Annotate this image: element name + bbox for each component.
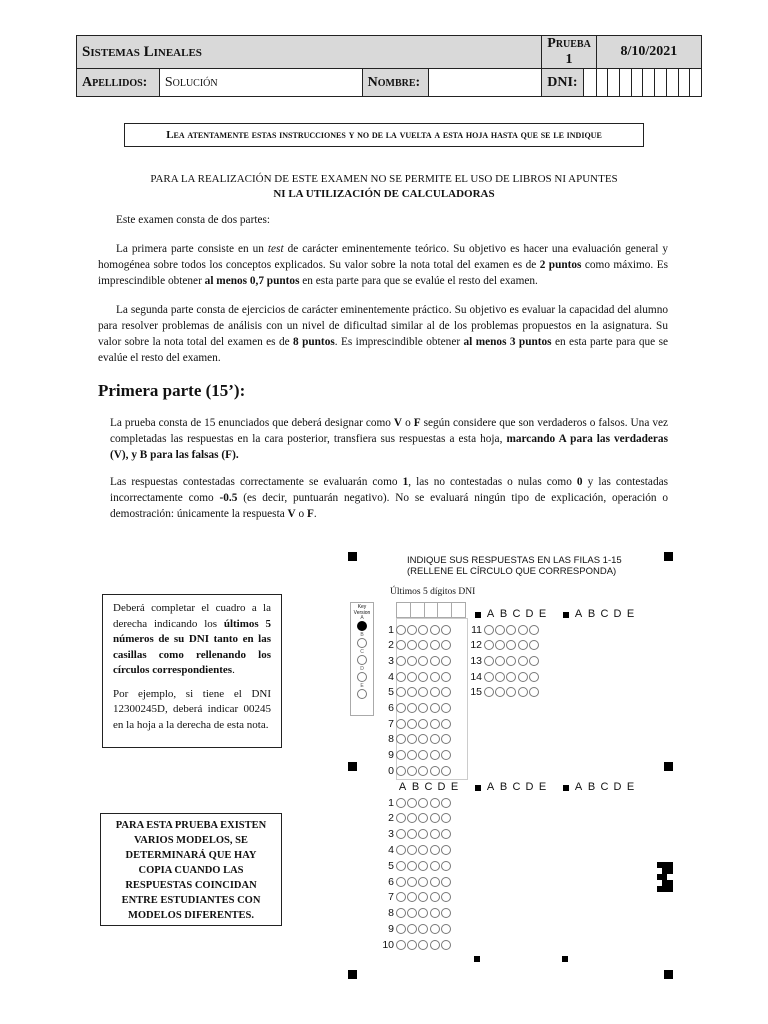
- exam-name: Prueba 1: [542, 36, 597, 69]
- dni-digit-row: [380, 686, 452, 699]
- answer-bubble[interactable]: [441, 940, 451, 950]
- answer-bubble[interactable]: [396, 861, 406, 871]
- answer-bubble[interactable]: [441, 924, 451, 934]
- answer-bubble[interactable]: [418, 687, 428, 697]
- row-number: 9: [388, 922, 394, 935]
- answer-row: [380, 907, 452, 920]
- answer-bubble[interactable]: [441, 656, 451, 666]
- answer-letter: C: [600, 781, 609, 793]
- answer-letter: E: [626, 608, 635, 620]
- answer-letter: E: [626, 781, 635, 793]
- paragraph-part-one: La primera parte consiste en un test de carácter eminentemente teórico. Su objetivo es hacer una evaluación general y homogénea sobre todos los conceptos explicados. Su valor sobre la nota total del examen es de 2 puntos como máximo. Es imprescindible obtener al menos 0,7 puntos en esta parte para que se evalúe el resto del examen.: [98, 243, 668, 287]
- registration-mark: [664, 762, 673, 771]
- models-note-box: PARA ESTA PRUEBA EXISTEN VARIOS MODELOS, SE DETERMINARÁ QUE HAY COPIA CUANDO LAS RESPUESTAS COINCIDAN ENTRE ESTUDIANTES CON MODELOS DIFERENTES.: [100, 813, 282, 926]
- answer-letter: B: [587, 608, 596, 620]
- answer-letter: B: [587, 781, 596, 793]
- answer-bubble[interactable]: [418, 656, 428, 666]
- row-number: 1: [388, 623, 394, 636]
- header-table: [76, 35, 702, 97]
- answer-bubble[interactable]: [396, 672, 406, 682]
- answer-bubble[interactable]: [396, 798, 406, 808]
- answer-bubble[interactable]: [441, 625, 451, 635]
- answer-letter: A: [486, 608, 495, 620]
- answer-bubble[interactable]: [518, 656, 528, 666]
- answer-bubble[interactable]: [396, 703, 406, 713]
- answer-bubble[interactable]: [407, 877, 417, 887]
- answer-bubble[interactable]: [418, 750, 428, 760]
- answer-bubble[interactable]: [418, 640, 428, 650]
- answer-bubble[interactable]: [418, 703, 428, 713]
- answer-letter: A: [574, 608, 583, 620]
- key-option-bubble[interactable]: [357, 672, 367, 682]
- answer-bubble[interactable]: [407, 829, 417, 839]
- answer-bubble[interactable]: [418, 798, 428, 808]
- row-number: 8: [388, 733, 394, 746]
- row-number: 6: [388, 702, 394, 714]
- answer-bubble[interactable]: [418, 924, 428, 934]
- answer-bubble[interactable]: [418, 766, 428, 776]
- answer-letter: C: [424, 781, 433, 793]
- key-option-label: A: [360, 615, 364, 621]
- answer-letter: D: [613, 608, 622, 620]
- answer-bubble[interactable]: [441, 908, 451, 918]
- answer-bubble[interactable]: [418, 734, 428, 744]
- answer-bubble[interactable]: [407, 656, 417, 666]
- answer-bubble[interactable]: [441, 798, 451, 808]
- key-option-label: C: [360, 649, 364, 655]
- answer-row: [468, 670, 540, 683]
- answer-bubble[interactable]: [407, 625, 417, 635]
- answer-bubble[interactable]: [430, 766, 440, 776]
- answer-bubble[interactable]: [418, 672, 428, 682]
- answer-row: [468, 654, 540, 667]
- timing-mark: [475, 785, 481, 791]
- answer-bubble[interactable]: [396, 924, 406, 934]
- row-number: 5: [388, 686, 394, 699]
- answer-bubble[interactable]: [407, 750, 417, 760]
- answer-bubble[interactable]: [396, 813, 406, 823]
- answer-bubble[interactable]: [529, 672, 539, 682]
- row-number: 7: [388, 891, 394, 904]
- answer-bubble[interactable]: [396, 892, 406, 902]
- answer-bubble[interactable]: [430, 625, 440, 635]
- answer-bubble[interactable]: [407, 908, 417, 918]
- row-number: 6: [388, 875, 394, 888]
- answer-bubble[interactable]: [441, 640, 451, 650]
- answer-row: [380, 891, 452, 904]
- answer-bubble[interactable]: [430, 877, 440, 887]
- answer-letter: D: [525, 781, 534, 793]
- answer-bubble[interactable]: [407, 892, 417, 902]
- dni-digit-row: [380, 702, 452, 715]
- answer-bubble[interactable]: [418, 719, 428, 729]
- answer-bubble[interactable]: [441, 829, 451, 839]
- answer-bubble[interactable]: [441, 750, 451, 760]
- answer-bubble[interactable]: [396, 719, 406, 729]
- answer-bubble[interactable]: [407, 672, 417, 682]
- answer-bubble[interactable]: [430, 892, 440, 902]
- row-number: 11: [471, 623, 482, 636]
- answer-bubble[interactable]: [396, 877, 406, 887]
- dni-note-example: Por ejemplo, si tiene el DNI 12300245D, deberá indicar 00245 en la hoja a la derecha de esta nota.: [113, 687, 271, 731]
- dni-note-box: [102, 594, 282, 748]
- answer-letter: D: [613, 781, 622, 793]
- answer-bubble[interactable]: [418, 908, 428, 918]
- surname-label: Apellidos:: [77, 69, 160, 97]
- timing-mark: [563, 785, 569, 791]
- answer-bubble[interactable]: [495, 625, 505, 635]
- timing-mark: [563, 612, 569, 618]
- registration-mark: [348, 552, 357, 561]
- answer-bubble[interactable]: [407, 640, 417, 650]
- answer-bubble[interactable]: [529, 640, 539, 650]
- row-number: 4: [388, 843, 394, 856]
- answer-bubble[interactable]: [441, 687, 451, 697]
- answer-bubble[interactable]: [396, 750, 406, 760]
- answer-letter: A: [574, 781, 583, 793]
- key-option-label: D: [360, 666, 364, 672]
- dni-digit-row: [380, 733, 452, 746]
- answer-bubble[interactable]: [430, 940, 440, 950]
- answer-bubble[interactable]: [396, 940, 406, 950]
- answer-bubble[interactable]: [506, 687, 516, 697]
- name-label: Nombre:: [362, 69, 428, 97]
- answer-bubble[interactable]: [430, 813, 440, 823]
- row-number: 8: [388, 907, 394, 920]
- answer-bubble[interactable]: [484, 687, 494, 697]
- dni-note-text: Deberá completar el cuadro a la derecha indicando los últimos 5 números de su DNI tanto en las casillas como rellenando los círculos correspondientes.: [113, 602, 271, 676]
- answer-bubble[interactable]: [396, 829, 406, 839]
- answer-bubble[interactable]: [441, 892, 451, 902]
- answer-bubble[interactable]: [430, 750, 440, 760]
- answer-letter: A: [398, 781, 407, 793]
- answer-bubble[interactable]: [407, 924, 417, 934]
- timing-mark: [474, 956, 480, 962]
- answer-bubble[interactable]: [495, 687, 505, 697]
- answer-bubble[interactable]: [518, 640, 528, 650]
- answer-bubble[interactable]: [418, 845, 428, 855]
- timing-mark: [562, 956, 568, 962]
- answer-bubble[interactable]: [430, 829, 440, 839]
- omr-title-1: INDIQUE SUS RESPUESTAS EN LAS FILAS 1-15: [407, 555, 622, 566]
- row-number: 12: [470, 639, 482, 652]
- answer-bubble[interactable]: [430, 734, 440, 744]
- answer-bubble[interactable]: [418, 625, 428, 635]
- answer-row: [380, 859, 452, 872]
- answer-bubble[interactable]: [484, 640, 494, 650]
- dni-digit-row: [380, 749, 452, 762]
- answer-letters-header: [572, 781, 637, 793]
- dni-digit-boxes[interactable]: [396, 602, 466, 618]
- answer-bubble[interactable]: [396, 734, 406, 744]
- answer-letter: B: [411, 781, 420, 793]
- answer-bubble[interactable]: [441, 719, 451, 729]
- answer-bubble[interactable]: [418, 892, 428, 902]
- omr-title-2: (RELLENE EL CÍRCULO QUE CORRESPONDA): [407, 566, 617, 577]
- key-option-label: B: [360, 632, 364, 638]
- answer-bubble[interactable]: [529, 687, 539, 697]
- row-number: 13: [470, 654, 482, 667]
- answer-bubble[interactable]: [407, 687, 417, 697]
- answer-bubble[interactable]: [407, 845, 417, 855]
- answer-bubble[interactable]: [430, 798, 440, 808]
- notice-line-1: PARA LA REALIZACIÓN DE ESTE EXAMEN NO SE PERMITE EL USO DE LIBROS NI APUNTES: [150, 173, 618, 185]
- dni-boxes[interactable]: [583, 69, 701, 97]
- name-field[interactable]: [428, 69, 542, 97]
- answer-letters-header: [484, 781, 549, 793]
- answer-letter: D: [525, 608, 534, 620]
- answer-bubble[interactable]: [430, 656, 440, 666]
- answer-bubble[interactable]: [506, 656, 516, 666]
- answer-bubble[interactable]: [407, 734, 417, 744]
- registration-mark: [664, 970, 673, 979]
- answer-bubble[interactable]: [506, 640, 516, 650]
- timing-mark: [475, 612, 481, 618]
- answer-bubble[interactable]: [518, 687, 528, 697]
- row-number: 9: [388, 749, 394, 762]
- key-version-column: [350, 602, 374, 716]
- answer-bubble[interactable]: [418, 813, 428, 823]
- answer-bubble[interactable]: [407, 813, 417, 823]
- answer-bubble[interactable]: [396, 640, 406, 650]
- answer-letter: E: [538, 781, 547, 793]
- row-number: 10: [382, 938, 394, 951]
- instructions-box: Lea atentamente estas instrucciones y no de la vuelta a esta hoja hasta que se le indique: [124, 123, 644, 147]
- answer-row: [468, 623, 540, 636]
- paragraph-scoring: Las respuestas contestadas correctamente se evaluarán como 1, las no contestadas o nulas como 0 y las contestadas incorrectamente como -0.5 (es decir, puntuarán negativo). No se evaluará ningún tipo de explicación, operación o demostración: únicamente la respuesta V o F.: [110, 476, 669, 520]
- key-option-label: E: [360, 683, 364, 689]
- answer-bubble[interactable]: [484, 625, 494, 635]
- answer-row: [380, 875, 452, 888]
- answer-row: [380, 843, 452, 856]
- answer-bubble[interactable]: [430, 908, 440, 918]
- dni-digit-row: [380, 717, 452, 730]
- dni-digit-row: [380, 670, 452, 683]
- answer-bubble[interactable]: [396, 908, 406, 918]
- answer-letters-header: [396, 781, 461, 793]
- answer-bubble[interactable]: [441, 813, 451, 823]
- answer-bubble[interactable]: [418, 829, 428, 839]
- dni-digit-row: [380, 639, 452, 652]
- answer-bubble[interactable]: [407, 766, 417, 776]
- answer-letters-header: [572, 608, 637, 620]
- answer-bubble[interactable]: [396, 687, 406, 697]
- answer-bubble[interactable]: [418, 861, 428, 871]
- row-number: 5: [388, 859, 394, 872]
- key-version-label: Key Version: [353, 604, 371, 616]
- answer-letters-header: [484, 608, 549, 620]
- answer-bubble[interactable]: [495, 656, 505, 666]
- answer-bubble[interactable]: [441, 703, 451, 713]
- answer-letter: E: [538, 608, 547, 620]
- key-option-bubble[interactable]: [357, 689, 367, 699]
- notice-line-2: NI LA UTILIZACIÓN DE CALCULADORAS: [273, 188, 495, 200]
- answer-bubble[interactable]: [529, 625, 539, 635]
- dni-label: DNI:: [542, 69, 583, 97]
- dni-digit-row: [380, 654, 452, 667]
- registration-mark: [664, 552, 673, 561]
- course-name: Sistemas Lineales: [77, 36, 542, 69]
- answer-letter: C: [600, 608, 609, 620]
- answer-row: [468, 639, 540, 652]
- answer-bubble[interactable]: [430, 687, 440, 697]
- answer-letter: B: [499, 781, 508, 793]
- key-option-bubble[interactable]: [357, 655, 367, 665]
- answer-bubble[interactable]: [441, 672, 451, 682]
- answer-letter: C: [512, 608, 521, 620]
- answer-bubble[interactable]: [441, 877, 451, 887]
- registration-mark: [348, 762, 357, 771]
- row-number: 7: [388, 717, 394, 730]
- answer-bubble[interactable]: [518, 625, 528, 635]
- answer-bubble[interactable]: [407, 703, 417, 713]
- answer-letter: C: [512, 781, 521, 793]
- answer-row: [468, 686, 540, 699]
- dni-digit-row: [380, 623, 452, 636]
- registration-mark: [348, 970, 357, 979]
- dni-digits-label: Últimos 5 dígitos DNI: [390, 587, 476, 597]
- key-option-bubble[interactable]: [357, 621, 367, 631]
- answer-bubble[interactable]: [407, 719, 417, 729]
- answer-letter: D: [437, 781, 446, 793]
- answer-bubble[interactable]: [484, 656, 494, 666]
- answer-bubble[interactable]: [518, 672, 528, 682]
- answer-row: [380, 922, 452, 935]
- answer-bubble[interactable]: [396, 625, 406, 635]
- answer-bubble[interactable]: [396, 766, 406, 776]
- answer-bubble[interactable]: [418, 940, 428, 950]
- answer-bubble[interactable]: [506, 672, 516, 682]
- answer-bubble[interactable]: [430, 845, 440, 855]
- row-number: 0: [388, 764, 394, 777]
- row-number: 15: [470, 686, 482, 699]
- row-number: 3: [388, 654, 394, 667]
- answer-bubble[interactable]: [441, 734, 451, 744]
- answer-bubble[interactable]: [430, 861, 440, 871]
- row-number: 1: [388, 796, 394, 809]
- answer-bubble[interactable]: [418, 877, 428, 887]
- row-number: 14: [470, 670, 482, 683]
- barcode-mark: [657, 862, 673, 892]
- answer-bubble[interactable]: [407, 861, 417, 871]
- answer-bubble[interactable]: [506, 625, 516, 635]
- key-option-bubble[interactable]: [357, 638, 367, 648]
- intro-text: Este examen consta de dos partes:: [116, 214, 271, 226]
- answer-row: [380, 828, 452, 841]
- exam-date: 8/10/2021: [596, 36, 701, 69]
- dni-digit-row: [380, 764, 452, 777]
- answer-letter: A: [486, 781, 495, 793]
- paragraph-test-instructions: La prueba consta de 15 enunciados que deberá designar como V o F según considere que son verdaderos o falsos. Una vez completadas las respuestas en la cara posterior, transfiera sus respuestas a esta hoja, marcando A para las verdaderas (V), y B para las falsas (F).: [110, 417, 669, 461]
- answer-bubble[interactable]: [441, 766, 451, 776]
- answer-bubble[interactable]: [430, 672, 440, 682]
- answer-letter: E: [450, 781, 459, 793]
- row-number: 2: [388, 812, 394, 825]
- paragraph-part-two: La segunda parte consta de ejercicios de carácter eminentemente práctico. Su objetivo es evaluar la capacidad del alumno para resolver problemas de análisis con un nivel de dificultad similar al de los problemas propuestos en la asignatura. Su valor sobre la nota total del examen es de 8 puntos. Es imprescindible obtener al menos 3 puntos en esta parte para que se evalúe el resto del examen.: [98, 304, 668, 364]
- answer-bubble[interactable]: [430, 703, 440, 713]
- answer-bubble[interactable]: [529, 656, 539, 666]
- answer-bubble[interactable]: [430, 924, 440, 934]
- answer-bubble[interactable]: [495, 640, 505, 650]
- answer-row: [380, 796, 452, 809]
- answer-bubble[interactable]: [484, 672, 494, 682]
- answer-bubble[interactable]: [495, 672, 505, 682]
- section-title: Primera parte (15’):: [98, 381, 246, 400]
- row-number: 4: [388, 670, 394, 683]
- answer-bubble[interactable]: [396, 656, 406, 666]
- answer-bubble[interactable]: [441, 861, 451, 871]
- answer-bubble[interactable]: [407, 798, 417, 808]
- answer-row: [380, 938, 452, 951]
- surname-field[interactable]: Solución: [159, 69, 362, 97]
- answer-bubble[interactable]: [430, 719, 440, 729]
- answer-bubble[interactable]: [441, 845, 451, 855]
- row-number: 3: [388, 828, 394, 841]
- answer-row: [380, 812, 452, 825]
- answer-letter: B: [499, 608, 508, 620]
- answer-bubble[interactable]: [407, 940, 417, 950]
- answer-bubble[interactable]: [396, 845, 406, 855]
- row-number: 2: [388, 639, 394, 652]
- answer-bubble[interactable]: [430, 640, 440, 650]
